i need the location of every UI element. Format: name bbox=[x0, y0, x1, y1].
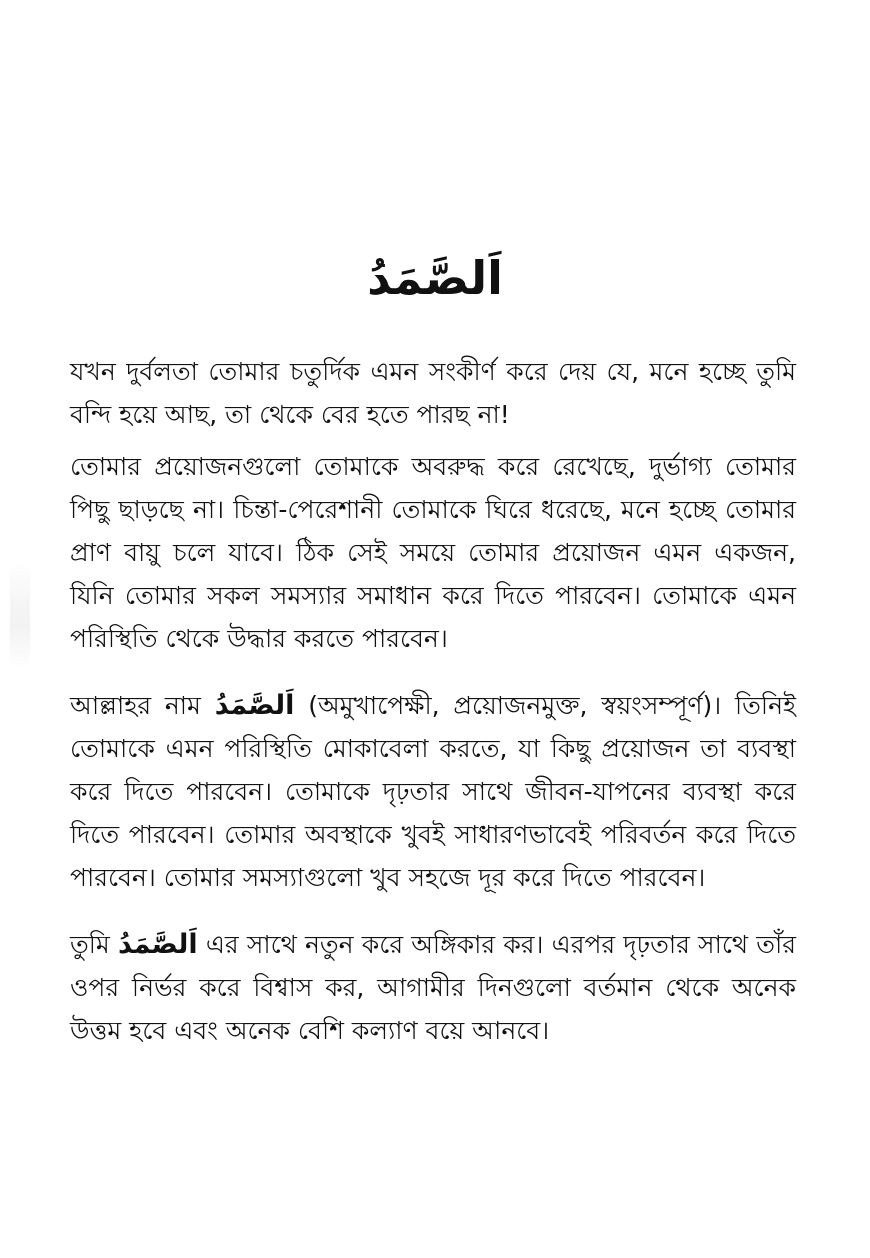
paragraph-4 bbox=[70, 923, 796, 1052]
paragraph-1: যখন দুর্বলতা তোমার চতুর্দিক এমন সংকীর্ণ করে দেয় যে, মনে হচ্ছে তুমি বন্দি হয়ে আছ, তা থেকে বের হতে পারছ না! bbox=[70, 357, 796, 429]
paragraph-4-lead: তুমি bbox=[70, 930, 118, 959]
paragraph-3-lead: আল্লাহর নাম bbox=[70, 691, 215, 720]
arabic-name-inline: اَلصَّمَدُ bbox=[214, 690, 295, 721]
paragraph-4-rest: এর সাথে নতুন করে অঙ্গিকার কর। এরপর দৃঢ়তার সাথে তাঁর ওপর নির্ভর করে বিশ্বাস কর, আগামীর দিনগুলো বর্তমান থেকে অনেক উত্তম হবে এবং অনেক বেশি কল্যাণ বয়ে আনবে। bbox=[70, 930, 796, 1045]
paragraph-2: তোমার প্রয়োজনগুলো তোমাকে অবরুদ্ধ করে রেখেছে, দুর্ভাগ্য তোমার পিছু ছাড়ছে না। চিন্তা-পেরেশানী তোমাকে ঘিরে ধরেছে, মনে হচ্ছে তোমার প্রাণ বায়ু চলে যাবে। ঠিক সেই সময়ে তোমার প্রয়োজন এমন একজন, যিনি তোমার সকল সমস্যার সমাধান করে দিতে পারবেন। তোমাকে এমন পরিস্থিতি থেকে উদ্ধার করতে পারবেন। bbox=[70, 452, 796, 653]
paper-smudge bbox=[10, 560, 30, 670]
paragraph-3-rest: (অমুখাপেক্ষী, প্রয়োজনমুক্ত, স্বয়ংসম্পূর্ণ)। তিনিই তোমাকে এমন পরিস্থিতি মোকাবেলা করতে, যা কিছু প্রয়োজন তা ব্যবস্থা করে দিতে পারবেন। তোমাকে দৃঢ়তার সাথে জীবন-যাপনের ব্যবস্থা করে দিতে পারবেন। তোমার অবস্থাকে খুবই সাধারণভাবেই পরিবর্তন করে দিতে পারবেন। তোমার সমস্যাগুলো খুব সহজে দূর করে দিতে পারবেন। bbox=[70, 691, 796, 892]
paragraph-3 bbox=[70, 684, 796, 899]
arabic-name-inline: اَلصَّمَدُ bbox=[117, 929, 198, 960]
page-body bbox=[70, 350, 796, 1052]
page-heading-arabic: اَلصَّمَدُ bbox=[367, 251, 503, 305]
